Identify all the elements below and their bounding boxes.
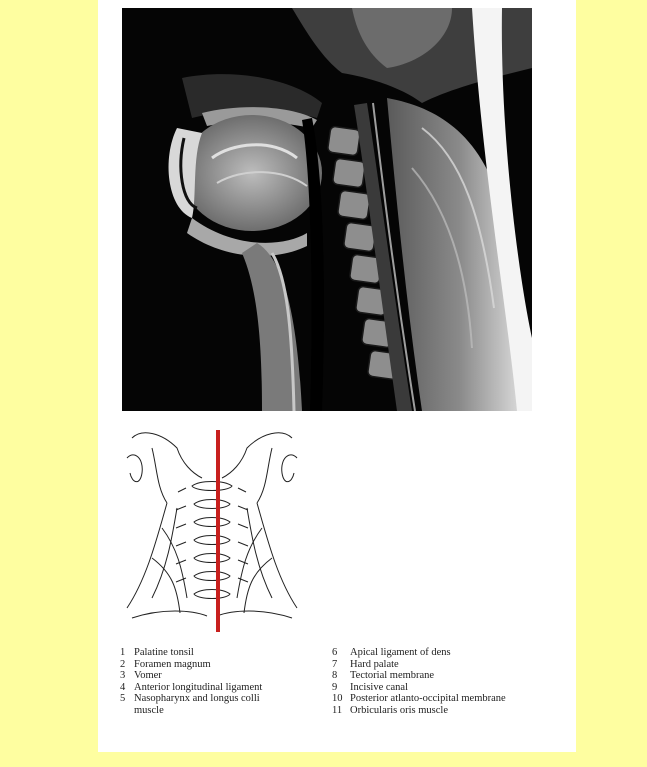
legend-item (332, 659, 572, 671)
legend-label: Vomer (134, 670, 162, 682)
legend-label: Tectorial membrane (350, 670, 435, 682)
legend-label: Palatine tonsil (134, 647, 194, 658)
legend-item (332, 647, 572, 659)
legend-number: 7 (332, 658, 338, 670)
legend-number: 6 (332, 647, 338, 658)
legend-number: 10 (332, 693, 343, 705)
legend-item (120, 647, 310, 659)
legend-item (120, 659, 310, 671)
page-sheet (98, 0, 576, 752)
legend-item (332, 705, 572, 717)
legend-column-left (120, 647, 310, 717)
legend-item (120, 682, 310, 694)
legend-number: 5 (120, 693, 126, 705)
legend-column-right (332, 647, 572, 717)
schematic-drawing (122, 428, 302, 634)
legend-item (332, 682, 572, 694)
legend-number: 11 (332, 704, 343, 716)
legend-number: 3 (120, 670, 126, 682)
legend-label: Anterior longitudinal ligament (134, 681, 263, 693)
legend-item (120, 693, 310, 716)
mri-sagittal-illustration (122, 8, 532, 411)
legend-number: 8 (332, 670, 338, 682)
legend-number: 9 (332, 681, 338, 693)
legend-label: Apical ligament of dens (350, 647, 451, 658)
legend-item (120, 670, 310, 682)
legend-number: 2 (120, 658, 126, 670)
legend-label: Incisive canal (350, 681, 409, 693)
legend-label: Orbicularis oris muscle (350, 704, 448, 716)
legend-number: 4 (120, 681, 126, 693)
legend-item (332, 693, 572, 705)
legend-number: 1 (120, 647, 126, 658)
legend-label: Hard palate (350, 658, 399, 670)
legend-label: Nasopharynx and longus colli muscle (134, 693, 260, 716)
mri-image (122, 8, 532, 411)
legend-label: Posterior atlanto-occipital membrane (350, 693, 506, 705)
legend-label: Foramen magnum (134, 658, 211, 670)
cervical-schematic (122, 428, 302, 634)
legend-item (332, 670, 572, 682)
